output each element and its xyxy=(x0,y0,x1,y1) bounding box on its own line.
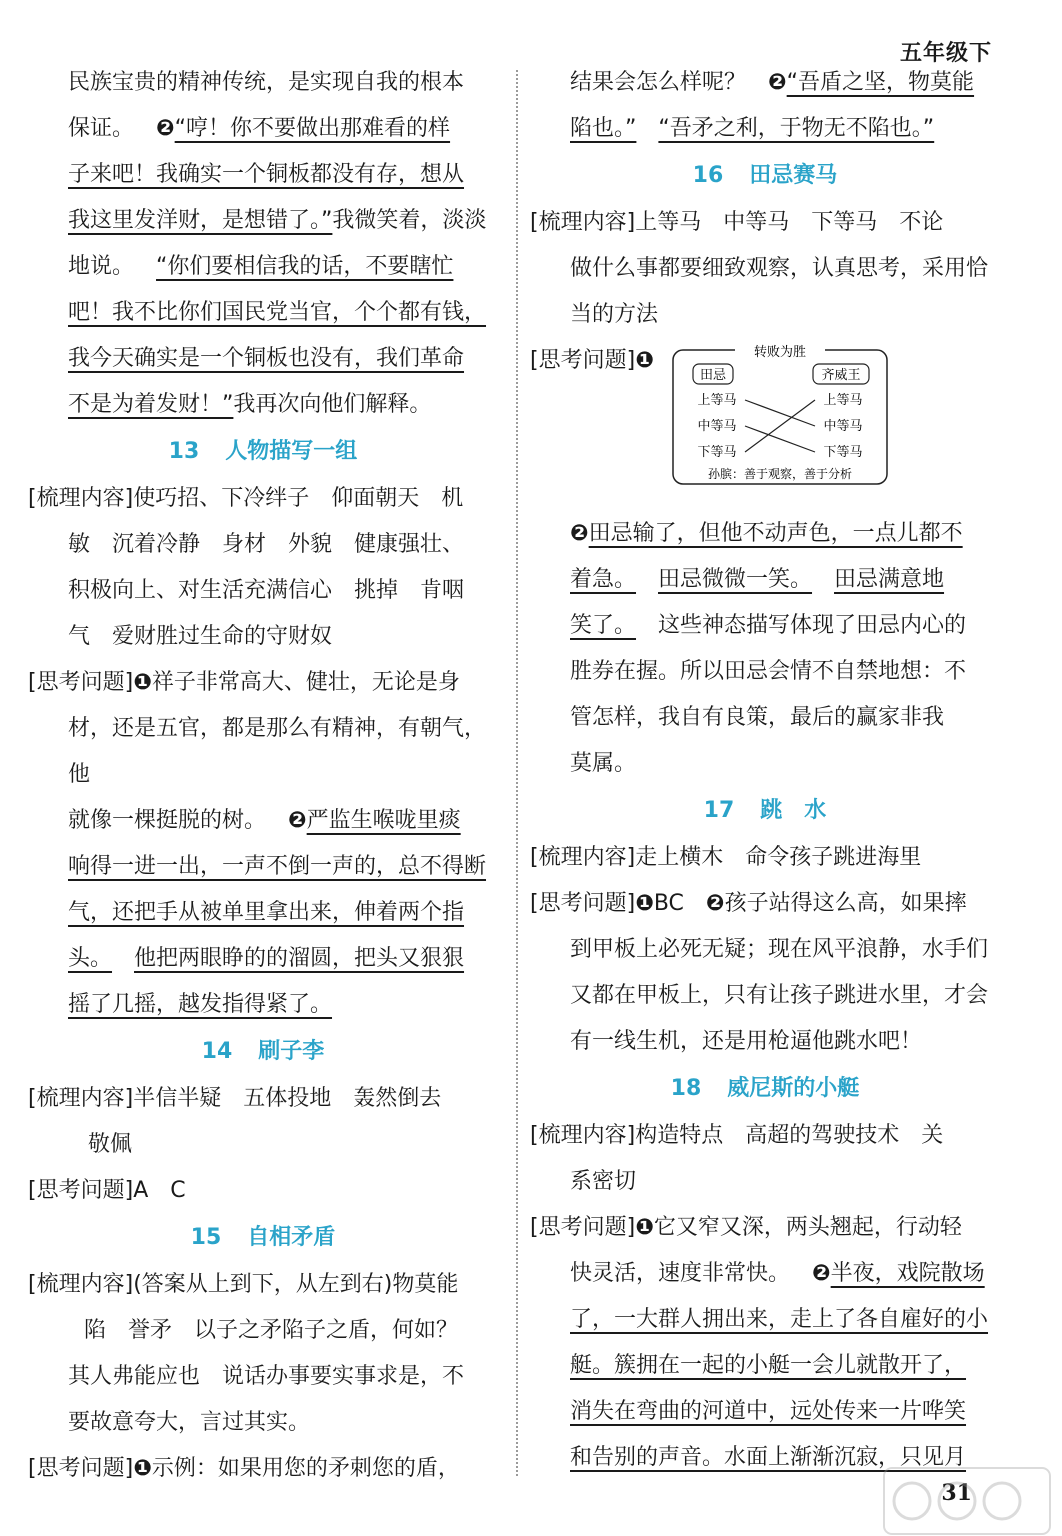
s13-question-line: 头。 他把两眼睁的的溜圆，把头又狠狠 xyxy=(68,946,465,971)
s16-content: [ 梳理内容 ] 上等马 中等马 下等马 不论 xyxy=(530,200,1000,246)
page-number: 31 xyxy=(941,1480,972,1506)
s13-question-line: 摇了几摇，越发指得紧了。 xyxy=(68,992,333,1017)
s15-content-line: 要故意夸大，言过其实。 xyxy=(68,1410,311,1435)
right-head-label: 齐威王 xyxy=(821,368,861,383)
s18-question-line: 了，一大群人拥出来，走上了各自雇好的小 xyxy=(570,1307,989,1332)
s18-question-line: 艇。簇拥在一起的小艇一会儿就散开了， xyxy=(570,1353,967,1378)
s13-question: [ 思考问题 ] ❶祥子非常高大、健壮，无论是身 xyxy=(28,660,498,706)
s16-q2-line: 着急。 田忌微微一笑。 田忌满意地 xyxy=(570,567,945,592)
s13-question-line: 响得一进一出，一声不倒一声的，总不得断 xyxy=(68,854,487,879)
watermark-logo-icon xyxy=(882,1466,1052,1536)
s16-content-line: 当的方法 xyxy=(570,302,659,327)
s17-content: [ 梳理内容 ] 走上横木 命令孩子跳进海里 xyxy=(530,835,1000,881)
diagram-bottom-label: 孙膑：善于观察，善于分析 xyxy=(707,467,852,481)
left-column xyxy=(28,60,498,1492)
s17-question-line: 有一线生机，还是用枪逼他跳水吧！ xyxy=(570,1029,923,1054)
left-head-label: 田忌 xyxy=(699,368,726,383)
continued-line: 结果会怎么样呢？ ❷“吾盾之坚，物莫能 xyxy=(570,70,975,95)
intro-line: 吧！我不比你们国民党当官，个个都有钱， xyxy=(68,300,487,325)
s16-q2-line: 笑了。 这些神态描写体现了田忌内心的 xyxy=(570,613,967,638)
s14-question: [ 思考问题 ] A C xyxy=(28,1168,498,1214)
s17-question-line: 又都在甲板上，只有让孩子跳进水里，才会 xyxy=(570,983,989,1008)
left-row-1: 上等马 xyxy=(697,393,737,408)
s16-q2-line: 莫属。 xyxy=(570,751,637,776)
s13-question-line: 材，还是五官，都是那么有精神，有朝气，他 xyxy=(68,716,487,787)
s15-content: [ 梳理内容 ] (答案从上到下，从左到右)物莫能 xyxy=(28,1262,498,1308)
s13-question-line: 就像一棵挺脱的树。 ❷严监生喉咙里痰 xyxy=(68,808,461,833)
section-14-title: 14 刷子李 xyxy=(201,1039,325,1064)
continued-line: 陷也。” “吾矛之利，于物无不陷也。” xyxy=(570,116,935,141)
match-line-1 xyxy=(745,400,815,426)
s15-content-line: 陷 誉矛 以子之矛陷子之盾，何如？ xyxy=(84,1318,459,1343)
diagram-top-label: 转败为胜 xyxy=(753,345,806,360)
s18-question-line: 消失在弯曲的河道中，远处传来一片哗笑 xyxy=(570,1399,967,1424)
right-row-1: 上等马 xyxy=(823,393,863,408)
left-row-2: 中等马 xyxy=(697,419,737,434)
s18-question-line: 快灵活，速度非常快。 ❷半夜，戏院散场 xyxy=(570,1261,985,1286)
intro-line: 我这里发洋财，是想错了。”我微笑着，淡淡 xyxy=(68,208,487,233)
right-row-2: 中等马 xyxy=(823,419,863,434)
s14-content-line: 敬佩 xyxy=(88,1132,133,1157)
section-16-title: 16 田忌赛马 xyxy=(692,163,838,188)
left-row-3: 下等马 xyxy=(697,445,737,460)
s17-question-line: 到甲板上必死无疑；现在风平浪静，水手们 xyxy=(570,937,989,962)
s15-content-line: 其人弗能应也 说话办事要实事求是，不 xyxy=(68,1364,465,1389)
section-13-title: 13 人物描写一组 xyxy=(168,439,358,464)
s13-content-line: 敏 沉着冷静 身材 外貌 健康强壮、 xyxy=(68,532,465,557)
s18-question-line: 和告别的声音。水面上渐渐沉寂，只见月 xyxy=(570,1445,967,1470)
right-row-3: 下等马 xyxy=(823,445,863,460)
s16-q2-line: 胜券在握。所以田忌会情不自禁地想：不 xyxy=(570,659,967,684)
s13-content: [ 梳理内容 ] 使巧招、下冷绊子 仰面朝天 机 xyxy=(28,476,498,522)
section-18-title: 18 威尼斯的小艇 xyxy=(670,1076,860,1101)
column-divider xyxy=(516,70,518,1476)
intro-line: 我今天确实是一个铜板也没有，我们革命 xyxy=(68,346,465,371)
s16-q2-line: ❷田忌输了，但他不动声色，一点儿都不 xyxy=(570,521,963,546)
s18-question: [ 思考问题 ] ❶它又窄又深，两头翘起，行动轻 xyxy=(530,1205,1000,1251)
intro-line: 民族宝贵的精神传统，是实现自我的根本 xyxy=(68,70,465,95)
s15-question: [ 思考问题 ] ❶示例：如果用您的矛刺您的盾， xyxy=(28,1446,498,1492)
s18-content: [ 梳理内容 ] 构造特点 高超的驾驶技术 关 xyxy=(530,1113,1000,1159)
s13-content-line: 气 爱财胜过生命的守财奴 xyxy=(68,624,333,649)
match-line-3 xyxy=(745,400,815,452)
s13-question-line: 气，还把手从被单里拿出来，伸着两个指 xyxy=(68,900,465,925)
match-line-2 xyxy=(745,426,815,452)
grade-label: 五年级下 xyxy=(899,41,992,66)
section-17-title: 17 跳 水 xyxy=(703,798,827,823)
question-2-marker: ❷ xyxy=(156,116,175,141)
s16-content-line: 做什么事都要细致观察，认真思考，采用恰 xyxy=(570,256,989,281)
horse-race-diagram xyxy=(665,344,895,511)
s13-content-line: 积极向上、对生活充满信心 挑掉 肯咽 xyxy=(68,578,465,603)
intro-line: 地说。 “你们要相信我的话，不要瞎忙 xyxy=(68,254,454,279)
intro-line: 不是为着发财！”我再次向他们解释。 xyxy=(68,392,432,417)
section-15-title: 15 自相矛盾 xyxy=(190,1225,336,1250)
s17-question: [ 思考问题 ] ❶BC ❷孩子站得这么高，如果摔 xyxy=(530,881,1000,927)
right-column xyxy=(530,60,1000,1481)
s18-content-line: 系密切 xyxy=(570,1169,637,1194)
s16-q2-line: 管怎样，我自有良策，最后的赢家非我 xyxy=(570,705,945,730)
intro-paragraph: 保证。 ❷“哼！你不要做出那难看的样 xyxy=(68,116,451,141)
s14-content: [ 梳理内容 ] 半信半疑 五体投地 轰然倒去 xyxy=(28,1076,498,1122)
intro-line: 子来吧！我确实一个铜板都没有存，想从 xyxy=(68,162,465,187)
s16-question-1: [ 思考问题 ] ❶ 转败为胜 田忌 齐威王 上等马 中等马 下等马 上等马 中等马 下等马 孙膑：善于观察，善于分析 xyxy=(530,338,1000,511)
